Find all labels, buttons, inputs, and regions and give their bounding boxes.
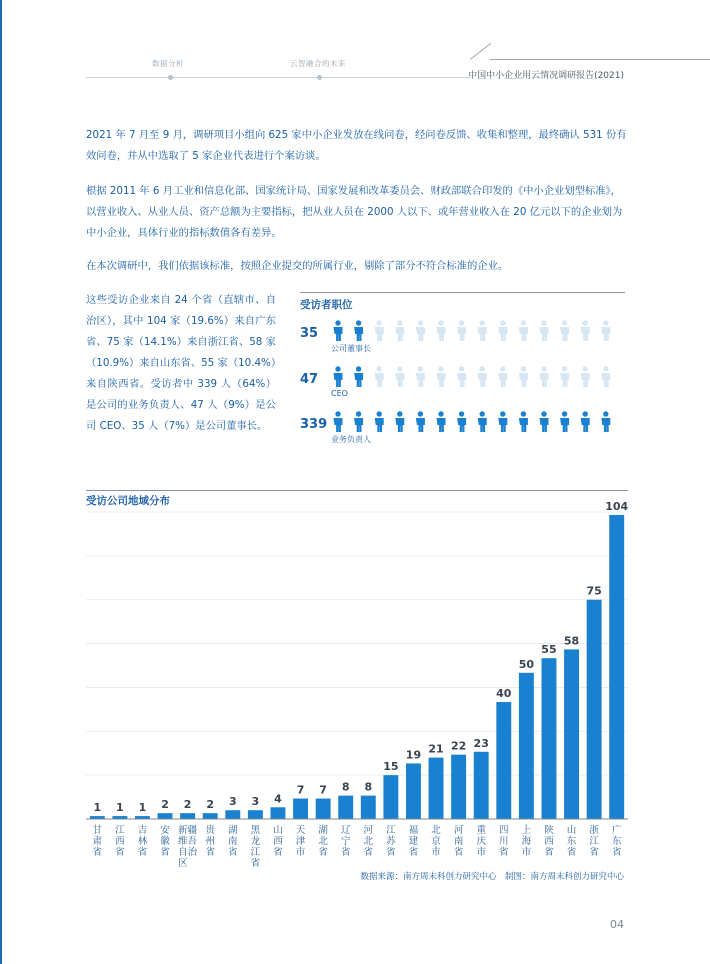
category-label: 湖北省 <box>318 825 328 858</box>
category-label: 山西省 <box>273 825 283 858</box>
report-title: 中国中小企业用云情况调研报告(2021) <box>468 71 624 81</box>
category-label: 陕西省 <box>544 825 554 858</box>
bar-value-label: 55 <box>541 643 557 657</box>
bar-value-label: 7 <box>296 783 305 797</box>
bar <box>271 807 286 819</box>
standard-paragraph: 根据 2011 年 6 月工业和信息化部、国家统计局、国家发展和改革委员会、财政部联合印发的《中小企业划型标准》，以营业收入、从业人员、资产总额为主要指标，把从业人员在 2000 人以下、或年营业收入在 20 亿元以下的企业划为中小企业，具体行业的指标数值各有差异。 <box>86 185 623 239</box>
bar-value-label: 1 <box>116 801 124 815</box>
category-label: 贵州省 <box>205 825 215 858</box>
category-label: 山东省 <box>566 825 577 858</box>
bar-value-label: 2 <box>206 798 215 812</box>
category-label: 四川省 <box>499 825 509 858</box>
bar <box>338 796 353 819</box>
bar-value-label: 19 <box>405 748 422 762</box>
header-tab-data-analysis[interactable]: 数据分析 <box>152 59 184 68</box>
position-label: CEO <box>331 389 348 398</box>
header-tab-cloud-future[interactable]: 云智融合的未来 <box>290 59 346 68</box>
category-label: 重庆市 <box>476 825 486 858</box>
bar <box>429 758 444 819</box>
bar-value-label: 15 <box>383 760 399 774</box>
bar-value-label: 1 <box>138 801 147 815</box>
bar <box>180 813 195 819</box>
bar-value-label: 8 <box>341 780 350 794</box>
bar <box>225 810 240 819</box>
bar <box>587 600 602 819</box>
category-label: 江苏省 <box>386 825 396 858</box>
bar-value-label: 2 <box>161 798 169 812</box>
bar-value-label: 4 <box>274 792 282 806</box>
page-number: 04 <box>610 918 624 931</box>
bar <box>406 763 421 819</box>
bar <box>496 702 511 819</box>
bar-value-label: 2 <box>183 798 192 812</box>
category-label: 吉林省 <box>137 825 148 858</box>
category-label: 黑龙江省 <box>250 825 261 869</box>
bar <box>248 810 263 819</box>
category-label: 江西省 <box>115 825 125 858</box>
bar <box>158 813 173 819</box>
bar-value-label: 3 <box>228 795 237 809</box>
position-label: 业务负责人 <box>331 435 371 444</box>
bar <box>609 515 624 819</box>
category-label: 河北省 <box>363 825 374 858</box>
bar-value-label: 75 <box>586 584 602 598</box>
bar-value-label: 40 <box>496 687 512 701</box>
category-label: 上海市 <box>521 825 532 858</box>
category-label: 北京市 <box>431 825 441 858</box>
bar-value-label: 22 <box>450 739 467 753</box>
category-label: 新维自区疆吾治 <box>178 825 198 869</box>
position-value: 339 <box>300 417 328 432</box>
bar-value-label: 21 <box>428 742 444 756</box>
bar-value-label: 104 <box>605 499 629 513</box>
bar <box>451 755 466 819</box>
bar-value-label: 23 <box>473 736 489 750</box>
intro-paragraph: 2021 年 7 月至 9 月，调研项目小组向 625 家中小企业发放在线问卷，经问卷反馈、收集和整理，最终确认 531 份有效问卷，并从中选取了 5 家企业代表进行个案访谈。 <box>86 129 627 162</box>
bar-value-label: 7 <box>319 783 327 797</box>
source-note: 数据来源：南方周末科创力研究中心 制图：南方周末科创力研究中心 <box>360 872 624 882</box>
position-label: 公司董事长 <box>331 344 371 353</box>
category-label: 广东省 <box>611 825 622 858</box>
region-summary-paragraph: 这些受访企业来自 24 个省（直辖市、自治区），其中 104 家（19.6%）来自广东省、75 家（14.1%）来自浙江省、58 家（10.9%）来自山东省、55 家（10.4%）来自陕西省。受访者中 339 人（64%）是公司的业务负责人、47 人（9%）是公司 CEO、35 人（7%）是公司董事长。 <box>86 294 276 432</box>
bar-value-label: 3 <box>251 795 260 809</box>
category-label: 浙江省 <box>589 825 599 858</box>
position-value: 35 <box>300 326 319 341</box>
bar-value-label: 58 <box>563 634 580 648</box>
bar <box>293 799 308 819</box>
bar <box>203 813 218 819</box>
category-label: 湖南省 <box>228 825 238 858</box>
category-label: 甘肃省 <box>92 825 103 858</box>
method-paragraph: 在本次调研中，我们依据该标准，按照企业提交的所属行业，剔除了部分不符合标准的企业。 <box>86 260 509 272</box>
bar <box>474 752 489 819</box>
bar <box>383 775 398 819</box>
position-value: 47 <box>300 372 319 387</box>
bar <box>542 658 557 819</box>
positions-title: 受访者职位 <box>300 299 353 311</box>
category-label: 辽宁省 <box>340 825 351 858</box>
bar-value-label: 8 <box>364 780 373 794</box>
bar <box>564 649 579 819</box>
bar-value-label: 50 <box>518 657 535 671</box>
bar-value-label: 1 <box>93 801 102 815</box>
bar <box>316 799 331 819</box>
bar <box>361 796 376 819</box>
category-label: 天津市 <box>295 825 306 858</box>
category-label: 安徽省 <box>160 825 170 858</box>
chart-title: 受访公司地域分布 <box>86 495 170 507</box>
category-label: 河南省 <box>453 825 464 858</box>
bar <box>519 673 534 819</box>
category-label: 福建省 <box>408 825 419 858</box>
